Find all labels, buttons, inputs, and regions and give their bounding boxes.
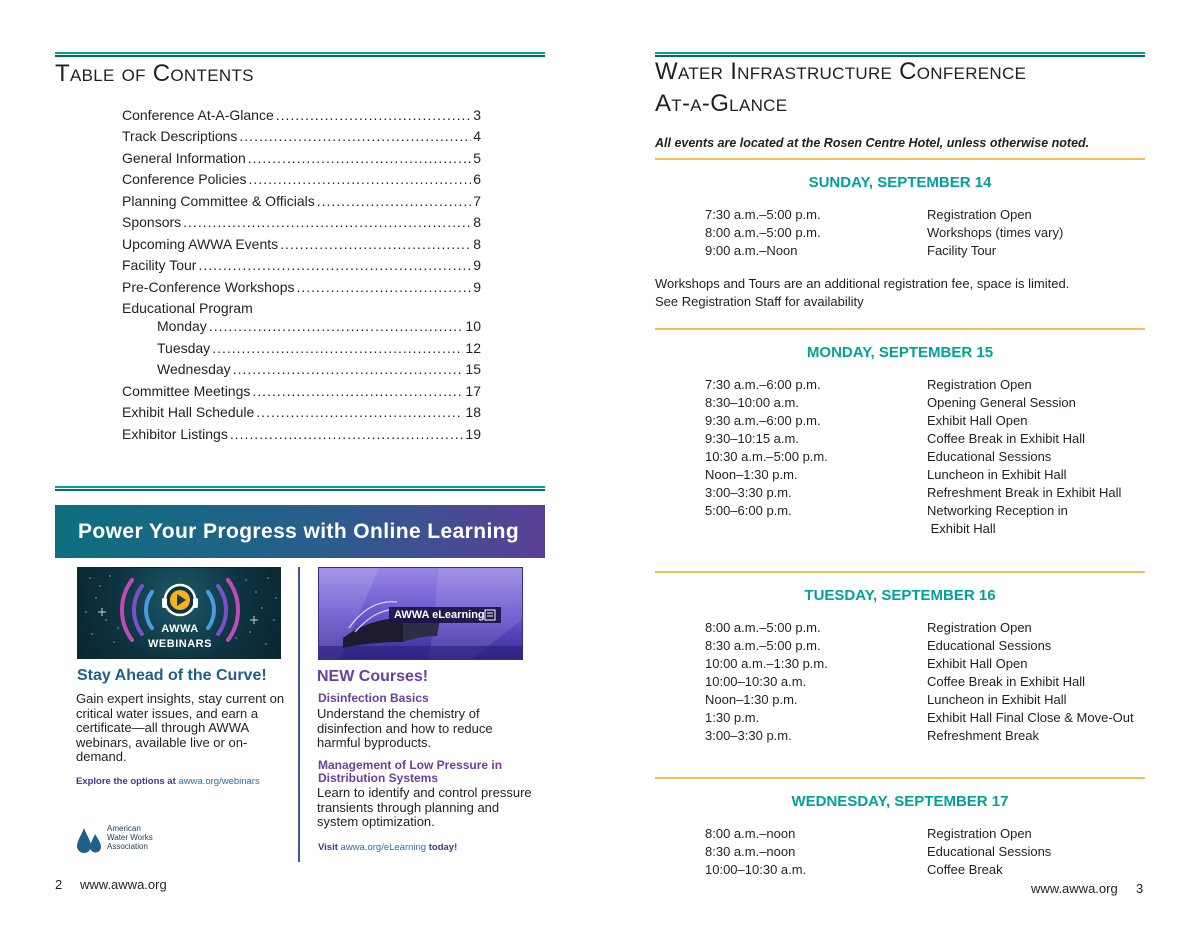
schedule-time: 3:00–3:30 p.m. xyxy=(705,485,792,500)
elearning-cta-suffix: today! xyxy=(428,842,458,853)
schedule-event: Refreshment Break in Exhibit Hall xyxy=(927,485,1122,500)
gold-divider xyxy=(655,571,1145,573)
toc-item[interactable] xyxy=(122,383,481,403)
schedule-row xyxy=(705,413,1145,431)
schedule-row xyxy=(705,620,1145,638)
toc-item-page: 3 xyxy=(473,107,481,123)
schedule-event: Educational Sessions xyxy=(927,844,1052,859)
right-page-number: 3 xyxy=(1136,881,1144,896)
toc-item-page: 10 xyxy=(465,318,481,334)
schedule-time: 5:00–6:00 p.m. xyxy=(705,503,792,518)
schedule-event: Exhibit Hall Open xyxy=(927,656,1028,671)
schedule-row xyxy=(705,728,1145,746)
schedule-event: Exhibit Hall Open xyxy=(927,413,1028,428)
schedule-row xyxy=(705,207,1145,225)
schedule-time: 8:30–10:00 a.m. xyxy=(705,395,799,410)
toc-item-page: 8 xyxy=(473,236,481,252)
schedule-event: Educational Sessions xyxy=(927,638,1052,653)
schedule-event: Registration Open xyxy=(927,620,1032,635)
schedule-row xyxy=(705,862,1145,880)
schedule-event: Coffee Break in Exhibit Hall xyxy=(927,431,1086,446)
left-page-number: 2 xyxy=(55,877,63,892)
toc-sub-item[interactable] xyxy=(157,340,481,360)
toc-item-page: 5 xyxy=(473,150,481,166)
schedule-time: 1:30 p.m. xyxy=(705,710,760,725)
elearning-image-label: AWWA eLearning xyxy=(394,609,485,621)
schedule-row xyxy=(705,710,1145,728)
toc-item[interactable] xyxy=(122,107,481,127)
webinars-image[interactable] xyxy=(77,567,281,659)
schedule-time: 8:30 a.m.–5:00 p.m. xyxy=(705,638,821,653)
schedule-event: Educational Sessions xyxy=(927,449,1052,464)
page-title-line2: At-a-Glance xyxy=(655,90,788,117)
toc-sub-item[interactable] xyxy=(157,318,481,338)
schedule-event: Luncheon in Exhibit Hall xyxy=(927,692,1067,707)
schedule-event: Facility Tour xyxy=(927,243,997,258)
schedule-time: 3:00–3:30 p.m. xyxy=(705,728,792,743)
elearning-link[interactable]: awwa.org/eLearning xyxy=(340,842,427,853)
logo-line3: Association xyxy=(107,842,148,851)
left-footer-url[interactable]: www.awwa.org xyxy=(80,877,167,892)
schedule-row xyxy=(705,377,1145,395)
toc-item[interactable] xyxy=(122,150,481,170)
toc-item[interactable] xyxy=(122,426,481,446)
toc-item-label: Committee Meetings xyxy=(122,383,251,399)
schedule-row xyxy=(705,521,1145,539)
schedule-row xyxy=(705,674,1145,692)
toc-item-label: Upcoming AWWA Events xyxy=(122,236,279,252)
toc-item-page: 8 xyxy=(473,214,481,230)
toc-item-label: Conference At-A-Glance xyxy=(122,107,274,123)
page-title-line1: Water Infrastructure Conference xyxy=(655,58,1027,85)
toc-item[interactable] xyxy=(122,214,481,234)
schedule-time: 8:30 a.m.–noon xyxy=(705,844,796,859)
schedule-event: Registration Open xyxy=(927,826,1032,841)
schedule-event: Networking Reception in xyxy=(927,503,1068,518)
elearning-cta xyxy=(318,842,457,853)
promo-banner: Power Your Progress with Online Learning xyxy=(55,505,545,558)
schedule-event: Opening General Session xyxy=(927,395,1076,410)
toc-item-page: 18 xyxy=(465,404,481,420)
schedule-time: 9:00 a.m.–Noon xyxy=(705,243,798,258)
water-drop-icon xyxy=(76,826,104,854)
course1-body: Understand the chemistry of disinfection and how to reduce harmful byproducts. xyxy=(317,706,493,750)
schedule-time: 9:30–10:15 a.m. xyxy=(705,431,799,446)
toc-item-page: 9 xyxy=(473,257,481,273)
schedule-time: 8:00 a.m.–5:00 p.m. xyxy=(705,225,821,240)
schedule-event: Workshops (times vary) xyxy=(927,225,1064,240)
course2-title: Management of Low Pressure in Distribution Systems xyxy=(318,758,503,785)
toc-item-label: Exhibit Hall Schedule xyxy=(122,404,255,420)
schedule-event: Refreshment Break xyxy=(927,728,1039,743)
schedule-row xyxy=(705,449,1145,467)
toc-item-label: Monday xyxy=(157,318,207,334)
schedule-event: Coffee Break xyxy=(927,862,1003,877)
schedule-time: 10:00–10:30 a.m. xyxy=(705,674,807,689)
schedule-row xyxy=(705,395,1145,413)
schedule-row xyxy=(705,692,1145,710)
toc-item-label: Exhibitor Listings xyxy=(122,426,228,442)
elearning-heading: NEW Courses! xyxy=(317,668,429,685)
toc-item-page: 19 xyxy=(465,426,481,442)
schedule-event: Luncheon in Exhibit Hall xyxy=(927,467,1067,482)
toc-item[interactable] xyxy=(122,193,481,213)
toc-item[interactable] xyxy=(122,404,481,424)
schedule-row xyxy=(705,467,1145,485)
toc-item-page: 15 xyxy=(465,361,481,377)
toc-item-page: 6 xyxy=(473,171,481,187)
toc-item-page: 7 xyxy=(473,193,481,209)
toc-sub-item[interactable] xyxy=(157,361,481,381)
day-heading-sunday: SUNDAY, SEPTEMBER 14 xyxy=(808,174,992,191)
schedule-event: Exhibit Hall xyxy=(927,521,996,536)
schedule-time: 7:30 a.m.–6:00 p.m. xyxy=(705,377,821,392)
schedule-event: Coffee Break in Exhibit Hall xyxy=(927,674,1086,689)
toc-item-label: General Information xyxy=(122,150,246,166)
toc-item-label: Track Descriptions xyxy=(122,128,238,144)
promo-divider xyxy=(298,567,300,862)
right-top-rule xyxy=(655,52,1145,57)
toc-item-page: 9 xyxy=(473,279,481,295)
schedule-row xyxy=(705,638,1145,656)
schedule-row xyxy=(705,656,1145,674)
day-heading-tuesday: TUESDAY, SEPTEMBER 16 xyxy=(804,587,996,604)
toc-item-label: Sponsors xyxy=(122,214,182,230)
elearning-image[interactable] xyxy=(318,567,523,660)
schedule-row xyxy=(705,485,1145,503)
schedule-row xyxy=(705,225,1145,243)
schedule-time: 10:00–10:30 a.m. xyxy=(705,862,807,877)
gold-divider xyxy=(655,777,1145,779)
course2-body: Learn to identify and control pressure transients through planning and system optimization. xyxy=(317,785,532,829)
schedule-time: 10:30 a.m.–5:00 p.m. xyxy=(705,449,828,464)
gold-divider xyxy=(655,328,1145,330)
toc-group-label: Educational Program xyxy=(122,300,253,316)
schedule-row xyxy=(705,826,1145,844)
webinars-heading: Stay Ahead of the Curve! xyxy=(77,667,267,684)
schedule-event: Exhibit Hall Final Close & Move-Out xyxy=(927,710,1134,725)
webinars-body: Gain expert insights, stay current on critical water issues, and earn a certificate—all through AWWA webinars, available live or on-demand. xyxy=(76,691,285,764)
schedule-row xyxy=(705,431,1145,449)
toc-item-page: 17 xyxy=(465,383,481,399)
right-footer-url[interactable]: www.awwa.org xyxy=(1031,881,1118,896)
promo-top-rule xyxy=(55,486,545,491)
schedule-event: Registration Open xyxy=(927,377,1032,392)
webinars-cta xyxy=(76,776,260,787)
course1-title: Disinfection Basics xyxy=(318,691,429,705)
schedule-time: Noon–1:30 p.m. xyxy=(705,692,798,707)
toc-item-label: Planning Committee & Officials xyxy=(122,193,315,209)
toc-item-label: Pre-Conference Workshops xyxy=(122,279,295,295)
schedule-row xyxy=(705,844,1145,862)
schedule-time: 8:00 a.m.–noon xyxy=(705,826,796,841)
schedule-time: 10:00 a.m.–1:30 p.m. xyxy=(705,656,828,671)
toc-item-label: Wednesday xyxy=(157,361,231,377)
schedule-time: 9:30 a.m.–6:00 p.m. xyxy=(705,413,821,428)
toc-item[interactable] xyxy=(122,279,481,299)
webinars-image-line1: AWWA xyxy=(161,623,199,635)
toc-item[interactable] xyxy=(122,236,481,256)
toc-item[interactable] xyxy=(122,128,481,148)
webinars-cta-prefix: Explore the options at xyxy=(76,776,176,787)
schedule-time: 8:00 a.m.–5:00 p.m. xyxy=(705,620,821,635)
toc-item-page: 12 xyxy=(465,340,481,356)
schedule-time: Noon–1:30 p.m. xyxy=(705,467,798,482)
page-subtitle: All events are located at the Rosen Centre Hotel, unless otherwise noted. xyxy=(655,136,1090,150)
toc-top-rule xyxy=(55,52,545,57)
logo-line2: Water Works xyxy=(107,833,153,842)
toc-item-label: Tuesday xyxy=(157,340,211,356)
toc-item[interactable] xyxy=(122,257,481,277)
toc-item-page: 4 xyxy=(473,128,481,144)
toc-item[interactable] xyxy=(122,171,481,191)
schedule-time: 7:30 a.m.–5:00 p.m. xyxy=(705,207,821,222)
elearning-cta-prefix: Visit xyxy=(318,842,338,853)
webinars-link[interactable]: awwa.org/webinars xyxy=(178,776,260,787)
awwa-logo xyxy=(76,824,176,854)
logo-line1: American xyxy=(107,824,141,833)
schedule-row xyxy=(705,503,1145,521)
schedule-row xyxy=(705,243,1145,261)
sunday-note-line2: See Registration Staff for availability xyxy=(655,294,864,309)
day-heading-monday: MONDAY, SEPTEMBER 15 xyxy=(806,344,994,361)
schedule-event: Registration Open xyxy=(927,207,1032,222)
sunday-note-line1: Workshops and Tours are an additional registration fee, space is limited. xyxy=(655,276,1070,291)
day-heading-wednesday: WEDNESDAY, SEPTEMBER 17 xyxy=(791,793,1009,810)
webinars-image-line2: WEBINARS xyxy=(148,638,212,650)
toc-title: Table of Contents xyxy=(55,60,254,87)
toc-item-label: Conference Policies xyxy=(122,171,247,187)
toc-item-label: Facility Tour xyxy=(122,257,197,273)
gold-divider xyxy=(655,158,1145,160)
